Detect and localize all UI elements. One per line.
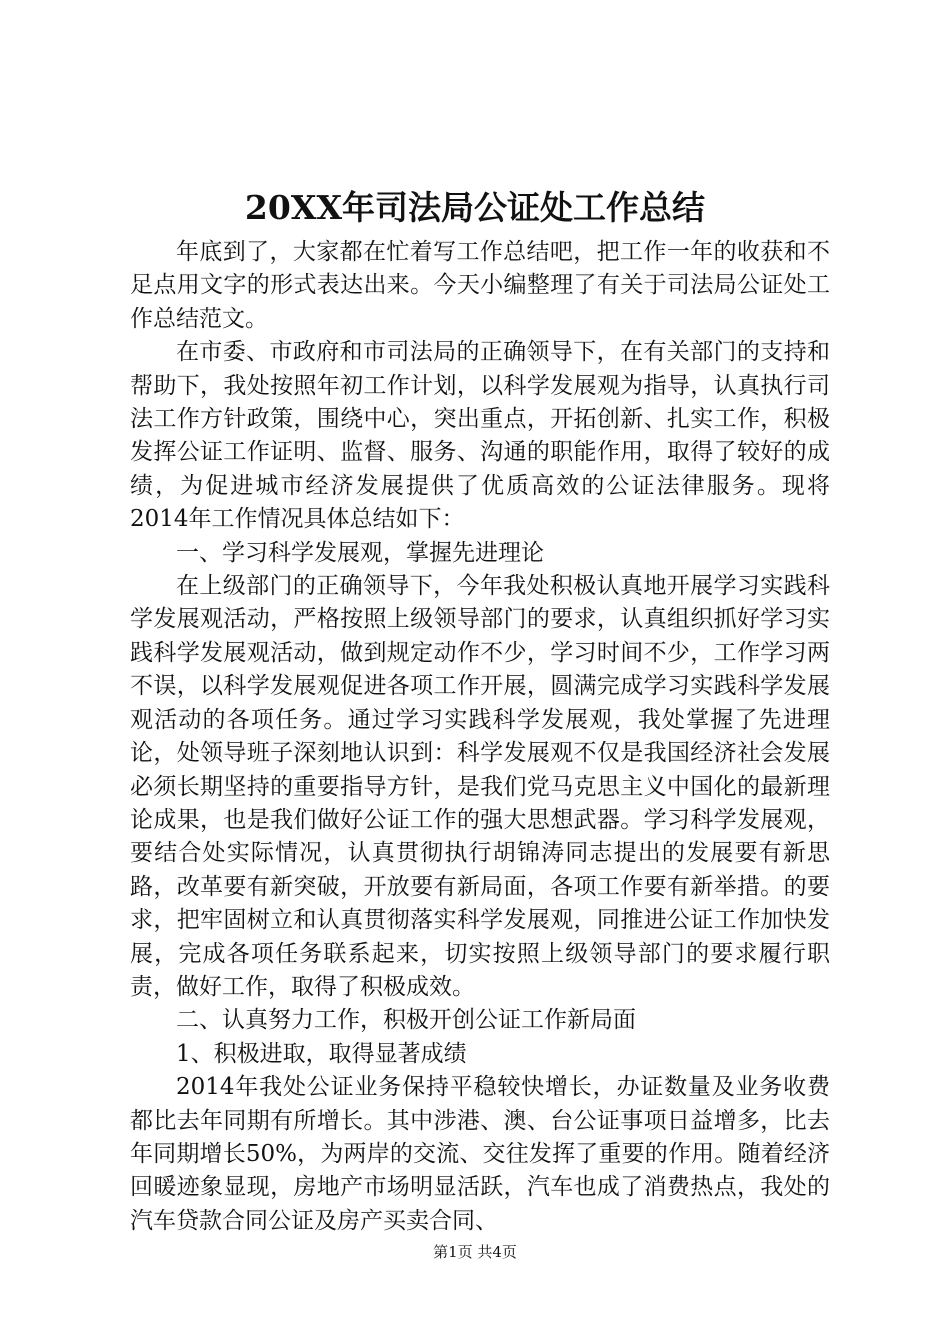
section-heading-2: 二、认真努力工作，积极开创公证工作新局面: [176, 1007, 636, 1034]
document-title: 20XX年司法局公证处工作总结: [244, 188, 706, 227]
page-footer: 第1页 共4页: [433, 1243, 517, 1261]
subsection-heading-2-1: 1、积极进取，取得显著成绩: [176, 1040, 467, 1067]
section-heading-1: 一、学习科学发展观，掌握先进理论: [176, 539, 544, 566]
paragraph-intro: 年底到了，大家都在忙着写工作总结吧，把工作一年的收获和不足点用文字的形式表达出来。今天小编整理了有关于司法局公证处工作总结范文。: [130, 239, 830, 332]
paragraph-overview: 在市委、市政府和市司法局的正确领导下，在有关部门的支持和帮助下，我处按照年初工作计划，以科学发展观为指导，认真执行司法工作方针政策，围绕中心，突出重点，开拓创新、扎实工作，积极发挥公证工作证明、监督、服务、沟通的职能作用，取得了较好的成绩，为促进城市经济发展提供了优质高效的公证法律服务。现将2014年工作情况具体总结如下：: [130, 339, 830, 533]
paragraph-section-2-1: 2014年我处公证业务保持平稳较快增长，办证数量及业务收费都比去年同期有所增长。其中涉港、澳、台公证事项日益增多，比去年同期增长50%，为两岸的交流、交往发挥了重要的作用。随着经济回暖迹象显现，房地产市场明显活跃，汽车也成了消费热点，我处的汽车贷款合同公证及房产买卖合同、: [130, 1074, 830, 1234]
paragraph-section-1: 在上级部门的正确领导下，今年我处积极认真地开展学习实践科学发展观活动，严格按照上级领导部门的要求，认真组织抓好学习实践科学发展观活动，做到规定动作不少，学习时间不少，工作学习两不误，以科学发展观促进各项工作开展，圆满完成学习实践科学发展观活动的各项任务。通过学习实践科学发展观，我处掌握了先进理论，处领导班子深刻地认识到：科学发展观不仅是我国经济社会发展必须长期坚持的重要指导方针，是我们党马克思主义中国化的最新理论成果，也是我们做好公证工作的强大思想武器。学习科学发展观，要结合处实际情况，认真贯彻执行胡锦涛同志提出的发展要有新思路，改革要有新突破，开放要有新局面，各项工作要有新举措。的要求，把牢固树立和认真贯彻落实科学发展观，同推进公证工作加快发展，完成各项任务联系起来，切实按照上级领导部门的要求履行职责，做好工作，取得了积极成效。: [130, 573, 830, 1000]
document-body: [130, 236, 830, 1238]
